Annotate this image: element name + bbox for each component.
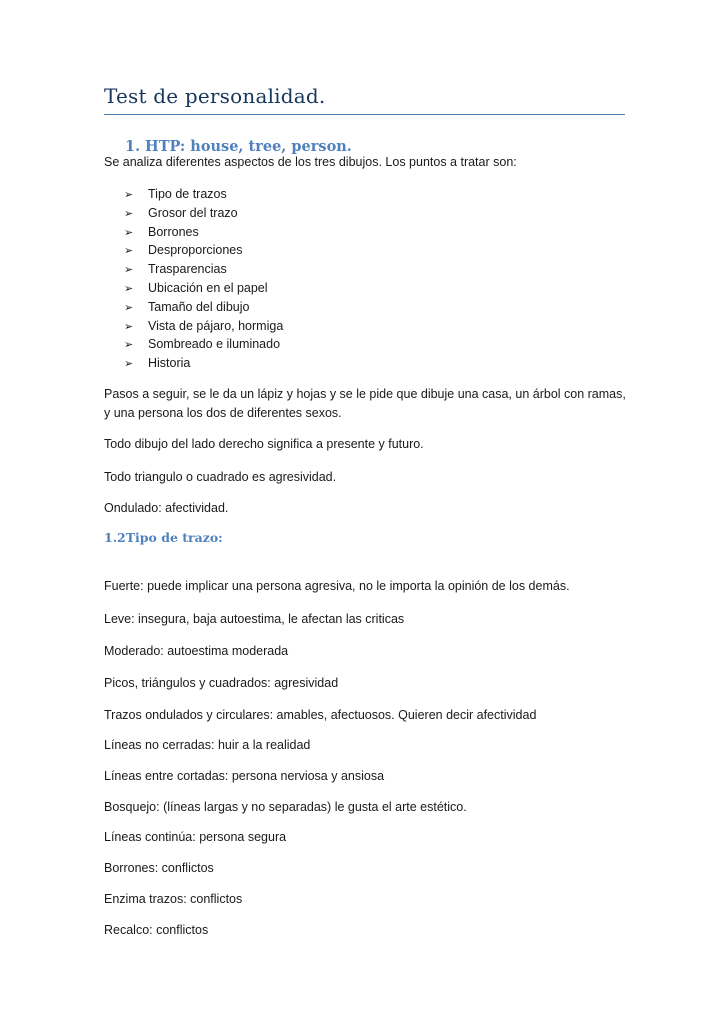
list-item: ➢ Borrones (124, 223, 283, 242)
arrow-bullet-icon: ➢ (124, 207, 134, 220)
paragraph: Trazos ondulados y circulares: amables, afectuosos. Quieren decir afectividad (104, 708, 537, 722)
list-item: ➢ Trasparencias (124, 260, 283, 279)
arrow-bullet-icon: ➢ (124, 189, 134, 201)
paragraph: Bosquejo: (líneas largas y no separadas) le gusta el arte estético. (104, 800, 467, 814)
section-heading-text: HTP: house, tree, person. (145, 138, 352, 155)
bullet-list (124, 185, 283, 373)
list-item: ➢ Sombreado e iluminado (124, 335, 283, 354)
paragraph: Líneas continúa: persona segura (104, 830, 287, 844)
list-item: ➢ Historia (124, 354, 283, 373)
arrow-bullet-icon: ➢ (124, 282, 134, 295)
section-number: 1. (125, 138, 141, 155)
paragraph: Enzima trazos: conflictos (104, 892, 243, 906)
paragraph: Borrones: conflictos (104, 861, 214, 875)
paragraph: Líneas entre cortadas: persona nerviosa y ansiosa (104, 769, 385, 783)
list-item: ➢ Ubicación en el papel (124, 279, 283, 298)
title-underline (104, 114, 625, 115)
arrow-bullet-icon: ➢ (124, 264, 134, 277)
paragraph: Todo dibujo del lado derecho significa a presente y futuro. (104, 437, 424, 451)
section-heading-tipo-de-trazo: 1.2Tipo de trazo: (104, 530, 223, 545)
arrow-bullet-icon: ➢ (124, 245, 134, 258)
list-item: ➢ Grosor del trazo (124, 204, 283, 223)
paragraph: Moderado: autoestima moderada (104, 644, 289, 658)
arrow-bullet-icon: ➢ (124, 301, 134, 314)
paragraph: Recalco: conflictos (104, 923, 209, 937)
arrow-bullet-icon: ➢ (124, 320, 134, 333)
paragraph: Ondulado: afectividad. (104, 501, 229, 515)
intro-paragraph: Se analiza diferentes aspectos de los tres dibujos. Los puntos a tratar son: (104, 155, 517, 169)
paragraph: Líneas no cerradas: huir a la realidad (104, 738, 311, 752)
paragraph: Picos, triángulos y cuadrados: agresividad (104, 676, 339, 690)
paragraph: Todo triangulo o cuadrado es agresividad. (104, 470, 337, 484)
arrow-bullet-icon: ➢ (124, 358, 134, 371)
section-heading-htp (125, 138, 352, 155)
list-item: ➢ Vista de pájaro, hormiga (124, 317, 283, 336)
document-title: Test de personalidad. (104, 84, 326, 108)
list-item: ➢ Desproporciones (124, 241, 283, 260)
paragraph: Leve: insegura, baja autoestima, le afectan las criticas (104, 612, 405, 626)
list-item: ➢ Tipo de trazos (124, 185, 283, 204)
paragraph-steps: Pasos a seguir, se le da un lápiz y hojas y se le pide que dibuje una casa, un árbol con ramas, y una persona los dos de diferentes sexos. (104, 387, 626, 420)
paragraph: Fuerte: puede implicar una persona agresiva, no le importa la opinión de los demás. (104, 579, 570, 593)
list-item: ➢ Tamaño del dibujo (124, 298, 283, 317)
arrow-bullet-icon: ➢ (124, 339, 134, 352)
arrow-bullet-icon: ➢ (124, 226, 134, 239)
